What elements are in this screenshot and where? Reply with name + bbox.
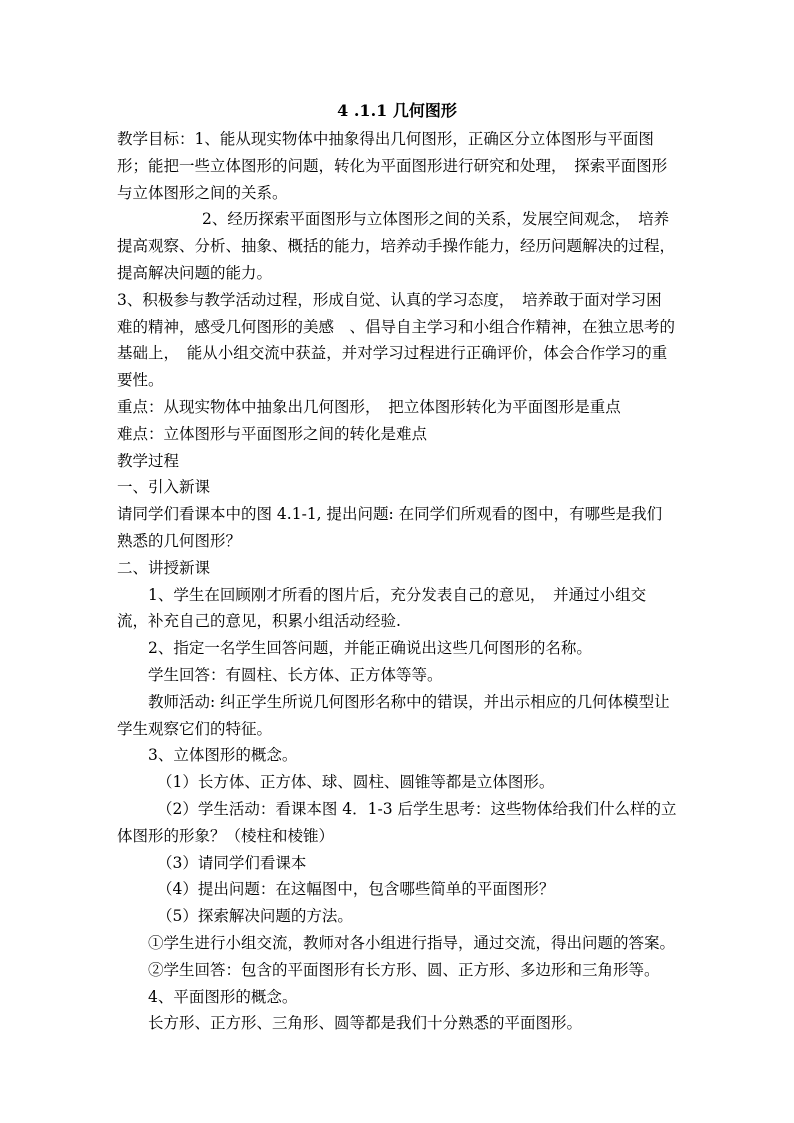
key-point: 重点：从现实物体中抽象出几何图形， 把立体图形转化为平面图形是重点 bbox=[117, 397, 621, 416]
sub-item-5: （5）探索解决问题的方法。 bbox=[157, 907, 353, 926]
sub-item-4: （4）提出问题：在这幅图中，包含哪些简单的平面图形？ bbox=[157, 880, 555, 899]
process-heading: 教学过程 bbox=[117, 451, 180, 470]
difficulty: 难点：立体图形与平面图形之间的转化是难点 bbox=[117, 424, 428, 443]
sub-item-3: （3）请同学们看课本 bbox=[157, 853, 307, 872]
objective-3: 3、积极参与教学活动过程，形成自觉、认真的学习态度， 培养敢于面对学习困难的精神，感受几何图形的美感 、倡导自主学习和小组合作精神，在独立思考的基础上， 能从小组交流中获益，并对学习过程进行正确评价，体会合作学习的重要性。 bbox=[117, 290, 676, 390]
section-1-heading: 一、引入新课 bbox=[117, 478, 211, 497]
circled-item-2: ②学生回答：包含的平面图形有长方形、圆、正方形、多边形和三角形等。 bbox=[148, 960, 660, 979]
objective-1-text: 1、能从现实物体中抽象得出几何图形，正确区分立体图形与平面图形；能把一些立体图形的问题，转化为平面图形进行研究和处理， 探索平面图形与立体图形之间的关系。 bbox=[117, 130, 668, 202]
section-2-paragraph-1: 1、学生在回顾刚才所看的图片后，充分发表自己的意见， 并通过小组交流，补充自己的意见，积累小组活动经验. bbox=[117, 585, 647, 631]
section-2-heading: 二、讲授新课 bbox=[117, 558, 211, 577]
circled-item-1: ①学生进行小组交流，教师对各小组进行指导，通过交流，得出问题的答案。 bbox=[148, 933, 676, 952]
section-2-paragraph-7: 长方形、正方形、三角形、圆等都是我们十分熟悉的平面图形。 bbox=[148, 1014, 583, 1033]
section-2-paragraph-3: 学生回答：有圆柱、长方体、正方体等等。 bbox=[148, 665, 443, 684]
sub-item-1: （1）长方体、正方体、球、圆柱、圆锥等都是立体图形。 bbox=[157, 773, 555, 792]
objectives-label: 教学目标： bbox=[117, 130, 195, 148]
document-body bbox=[117, 126, 677, 1037]
sub-item-2: （2）学生活动：看课本图 4．1-3 后学生思考：这些物体给我们什么样的立体图形的形象？（棱柱和棱锥） bbox=[117, 799, 677, 845]
document-title: 4 .1.1 几何图形 bbox=[337, 101, 457, 120]
objective-2: 2、经历探索平面图形与立体图形之间的关系，发展空间观念， 培养提高观察、分析、抽象、概括的能力，培养动手操作能力，经历问题解决的过程，提高解决问题的能力。 bbox=[117, 210, 676, 282]
section-2-paragraph-6: 4、平面图形的概念。 bbox=[148, 987, 298, 1006]
section-2-paragraph-2: 2、指定一名学生回答问题，并能正确说出这些几何图形的名称。 bbox=[148, 639, 592, 658]
section-2-paragraph-4: 教师活动: 纠正学生所说几何图形名称中的错误，并出示相应的几何体模型让学生观察它们的特征。 bbox=[117, 692, 670, 738]
section-2-paragraph-5: 3、立体图形的概念。 bbox=[148, 746, 298, 765]
section-1-text: 请同学们看课本中的图 4.1-1, 提出问题: 在同学们所观看的图中，有哪些是我们熟悉的几何图形？ bbox=[117, 505, 663, 550]
objective-1 bbox=[117, 126, 677, 206]
